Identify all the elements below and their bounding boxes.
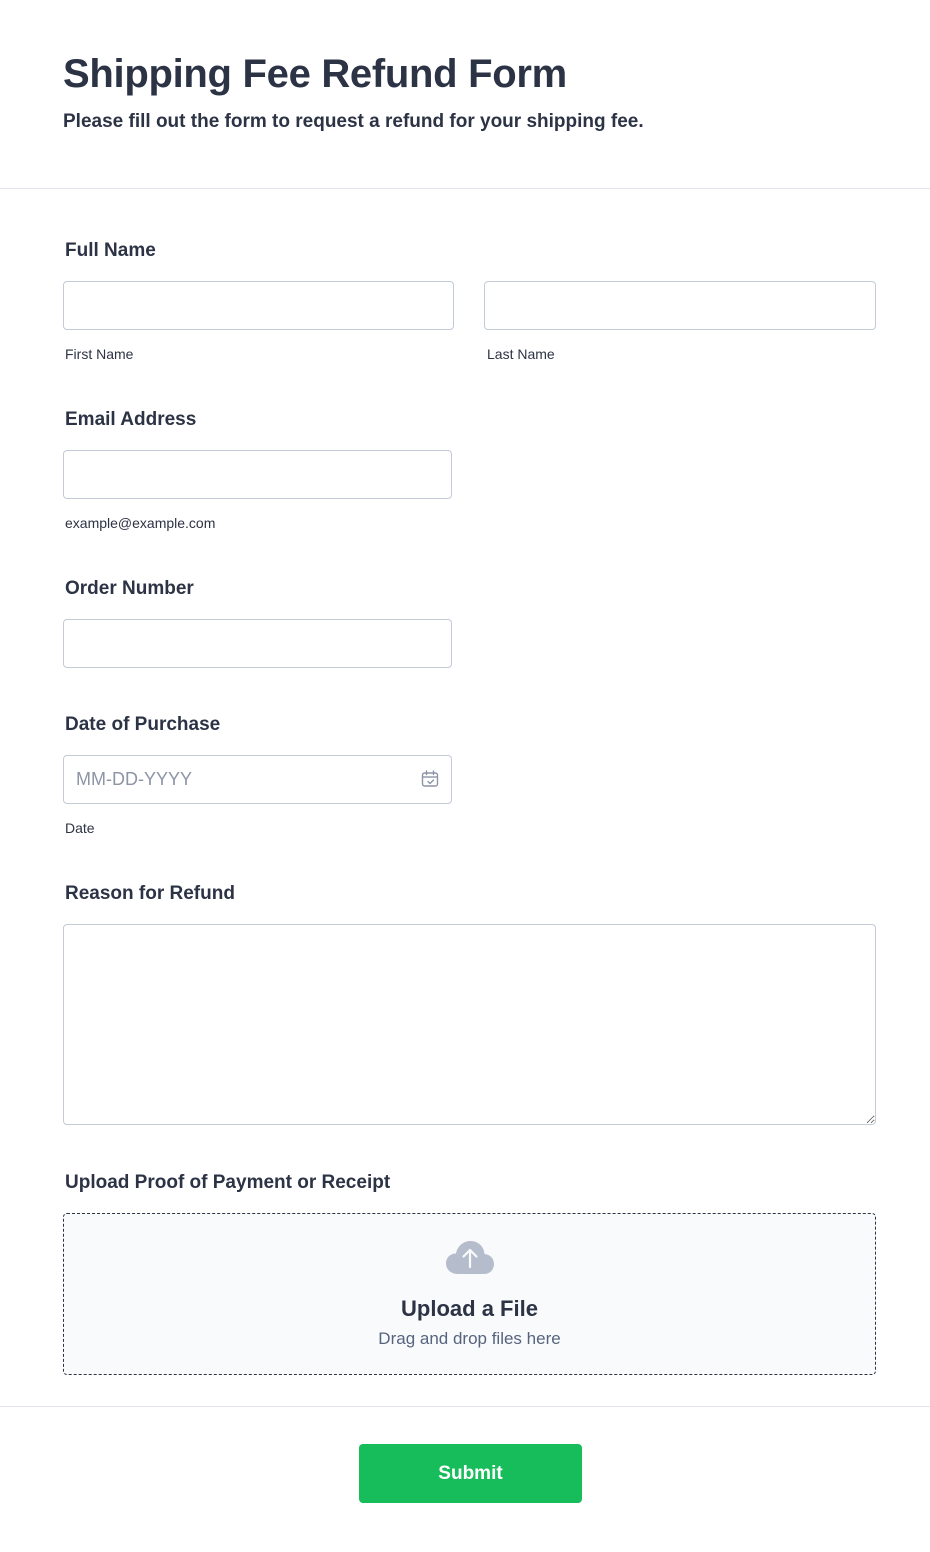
footer-divider (0, 1406, 930, 1407)
email-sublabel: example@example.com (65, 515, 216, 531)
reason-label: Reason for Refund (65, 883, 235, 904)
email-input[interactable] (63, 450, 452, 499)
upload-hint: Drag and drop files here (378, 1329, 561, 1348)
full-name-label: Full Name (65, 240, 156, 261)
date-field (63, 755, 452, 804)
cloud-upload-icon (445, 1240, 495, 1276)
file-upload-dropzone[interactable] (63, 1213, 876, 1375)
order-number-label: Order Number (65, 578, 194, 599)
first-name-input[interactable] (63, 281, 454, 330)
upload-label: Upload Proof of Payment or Receipt (65, 1172, 391, 1193)
form-header (0, 0, 930, 189)
first-name-sublabel: First Name (65, 346, 134, 362)
date-of-purchase-label: Date of Purchase (65, 714, 221, 735)
date-of-purchase-input[interactable] (63, 755, 452, 804)
calendar-icon[interactable] (421, 770, 439, 788)
last-name-input[interactable] (484, 281, 876, 330)
form-subtitle: Please fill out the form to request a refund for your shipping fee. (63, 111, 644, 132)
order-number-input[interactable] (63, 619, 452, 668)
submit-button[interactable]: Submit (359, 1444, 582, 1503)
last-name-sublabel: Last Name (487, 346, 555, 362)
email-label: Email Address (65, 409, 197, 430)
date-sublabel: Date (65, 820, 95, 836)
reason-textarea[interactable] (63, 924, 876, 1125)
upload-title: Upload a File (401, 1296, 538, 1321)
form-title: Shipping Fee Refund Form (63, 52, 567, 96)
